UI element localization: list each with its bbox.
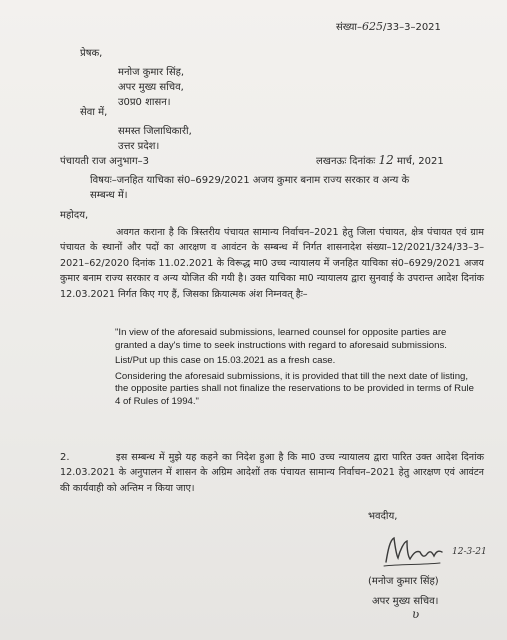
paragraph-2-number: 2. — [60, 452, 70, 463]
signature-date: 12-3-21 — [452, 547, 487, 557]
sender-office: उ0प्र0 शासन। — [118, 97, 171, 108]
date-month-year: मार्च, 2021 — [396, 156, 444, 167]
quote-paragraph-3: Considering the aforesaid submissions, it is provided that till the next date of listing, the opposite parties shall not finalize the reservations to be provided in terms of Rule 4 of Rules of 1994." — [115, 370, 474, 407]
recipient-line-1: समस्त जिलाधिकारी, — [118, 126, 192, 137]
sender-designation: अपर मुख्य सचिव, — [118, 82, 184, 93]
reference-prefix: संख्या– — [336, 22, 362, 33]
signature-icon — [380, 532, 460, 572]
subject-line-1: विषयः–जनहित याचिका सं0–6929/2021 अजय कुमार बनाम राज्य सरकार व अन्य के — [90, 175, 410, 186]
subject-line-2: सम्बन्ध में। — [90, 190, 128, 201]
paragraph-1: अवगत कराना है कि त्रिस्तरीय पंचायत सामान्य निर्वाचन–2021 हेतु जिला पंचायत, क्षेत्र पंचायत एवं ग्राम पंचायत के स्थानों और पदों का आरक्षण व आवंटन के सम्बन्ध में निर्गत शासनादेश संख्या–12/2021/324/33–3–2021–62/2020 दिनांक 11.02.2021 के विरूद्ध मा0 उच्च न्यायालय में जनहित याचिका सं0–6929/2021 अजय कुमार बनाम राज्य सरकार व अन्य योजित की गयी है। उक्त याचिका मा0 न्यायालय द्वारा सुनवाई के उपरान्त आदेश दिनांक 12.03.2021 निर्गत किए गए हैं, जिसका क्रियात्मक अंश निम्नवत् हैः– — [60, 227, 484, 300]
reference-handwritten-number: 625 — [362, 20, 383, 33]
closing: भवदीय, — [368, 511, 398, 522]
date-label: लखनऊः दिनांकः — [316, 156, 376, 167]
salutation: महोदय, — [60, 210, 89, 221]
letter-date — [316, 153, 444, 167]
reference-number — [336, 19, 441, 33]
recipient-line-2: उत्तर प्रदेश। — [118, 141, 160, 152]
court-order-quote — [115, 327, 475, 412]
quote-paragraph-1: "In view of the aforesaid submissions, learned counsel for opposite parties are granted a day's time to seek instructions with regard to aforesaid submissions. — [115, 327, 447, 351]
handwritten-mark: ʋ — [412, 607, 420, 621]
reference-suffix: /33–3–2021 — [383, 22, 441, 33]
signatory-title: अपर मुख्य सचिव। — [372, 596, 439, 607]
signatory-name: (मनोज कुमार सिंह) — [368, 576, 439, 587]
date-day-handwritten: 12 — [378, 153, 394, 167]
quote-paragraph-2: List/Put up this case on 15.03.2021 as a fresh case. — [115, 355, 336, 367]
sender-label: प्रेषक, — [80, 48, 103, 59]
sender-name: मनोज कुमार सिंह, — [118, 67, 185, 78]
to-label: सेवा में, — [80, 107, 108, 118]
paragraph-2: इस सम्बन्ध में मुझे यह कहने का निदेश हुआ है कि मा0 उच्च न्यायालय द्वारा पारित उक्त आदेश दिनांक 12.03.2021 के अनुपालन में शासन के अग्रिम आदेशों तक पंचायत सामान्य निर्वाचन–2021 हेतु आरक्षण एवं आवंटन की कार्यवाही को अन्तिम न किया जाए। — [60, 452, 484, 494]
section-name: पंचायती राज अनुभाग–3 — [60, 156, 149, 167]
